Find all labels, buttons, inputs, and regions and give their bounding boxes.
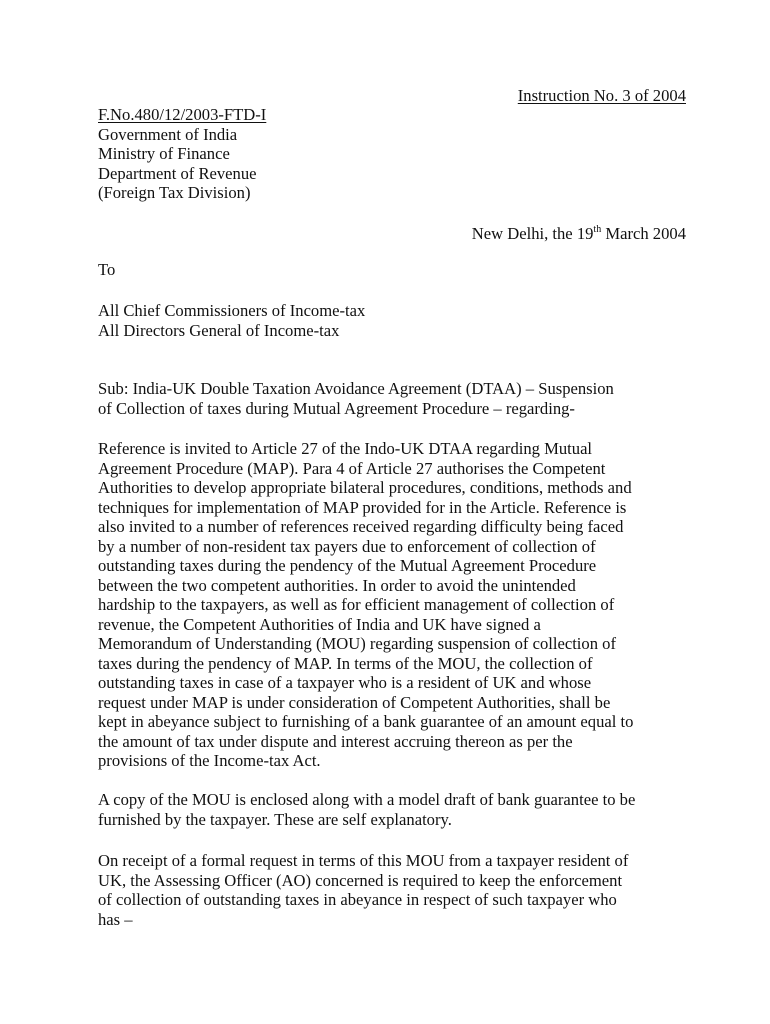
subject [98, 379, 698, 418]
text-line: Sub: India-UK Double Taxation Avoidance Agreement (DTAA) – Suspension [98, 379, 614, 398]
text-line: UK, the Assessing Officer (AO) concerned is required to keep the enforcement [98, 870, 623, 890]
date-suffix-sup: th [593, 224, 602, 235]
text-line: revenue, the Competent Authorities of India and UK have signed a [98, 614, 541, 634]
file-number: F.No.480/12/2003-FTD-I [98, 105, 267, 124]
text-line: furnished by the taxpayer. These are self explanatory. [98, 809, 452, 829]
text-line: of Collection of taxes during Mutual Agreement Procedure – regarding- [98, 398, 575, 418]
instruction-number: Instruction No. 3 of 2004 [517, 86, 686, 105]
text-line: between the two competent authorities. In order to avoid the unintended [98, 575, 576, 595]
text-line: also invited to a number of references received regarding difficulty being faced [98, 517, 624, 536]
text-line: by a number of non-resident tax payers due to enforcement of collection of [98, 536, 596, 556]
date-prefix: New Delhi, the 19 [471, 224, 594, 243]
recipient: All Chief Commissioners of Income-tax [98, 301, 366, 320]
office-line: Government of India [98, 124, 238, 144]
text-line: Agreement Procedure (MAP). Para 4 of Article 27 authorises the Competent [98, 458, 606, 478]
office-line: Department of Revenue [98, 163, 257, 183]
text-line: provisions of the Income-tax Act. [98, 751, 321, 770]
text-line: hardship to the taxpayers, as well as for efficient management of collection of [98, 595, 615, 614]
paragraph-2 [98, 790, 698, 829]
text-line: On receipt of a formal request in terms of this MOU from a taxpayer resident of [98, 851, 629, 870]
office-line: Ministry of Finance [98, 144, 230, 163]
recipient: All Directors General of Income-tax [98, 320, 340, 340]
text-line: taxes during the pendency of MAP. In terms of the MOU, the collection of [98, 653, 593, 673]
text-line: Authorities to develop appropriate bilateral procedures, conditions, methods and [98, 478, 632, 497]
date-line [472, 224, 686, 244]
paragraph-1 [98, 439, 698, 771]
text-line: outstanding taxes in case of a taxpayer who is a resident of UK and whose [98, 673, 592, 692]
office-header [98, 105, 698, 203]
text-line: outstanding taxes during the pendency of the Mutual Agreement Procedure [98, 556, 597, 575]
text-line: the amount of tax under dispute and interest accruing thereon as per the [98, 731, 573, 751]
text-line: techniques for implementation of MAP provided for in the Article. Reference is [98, 497, 627, 517]
text-line: A copy of the MOU is enclosed along with a model draft of bank guarantee to be [98, 790, 636, 809]
text-line: of collection of outstanding taxes in abeyance in respect of such taxpayer who [98, 890, 617, 909]
text-line: Reference is invited to Article 27 of the Indo-UK DTAA regarding Mutual [98, 439, 593, 458]
paragraph-3 [98, 851, 698, 929]
text-line: Memorandum of Understanding (MOU) regarding suspension of collection of [98, 634, 616, 653]
text-line: kept in abeyance subject to furnishing of a bank guarantee of an amount equal to [98, 712, 634, 731]
recipients [98, 301, 698, 340]
text-line: has – [98, 909, 133, 929]
text-line: request under MAP is under consideration of Competent Authorities, shall be [98, 692, 611, 712]
date-suffix: March 2004 [601, 224, 686, 243]
salutation: To [98, 260, 116, 279]
office-line: (Foreign Tax Division) [98, 183, 251, 202]
